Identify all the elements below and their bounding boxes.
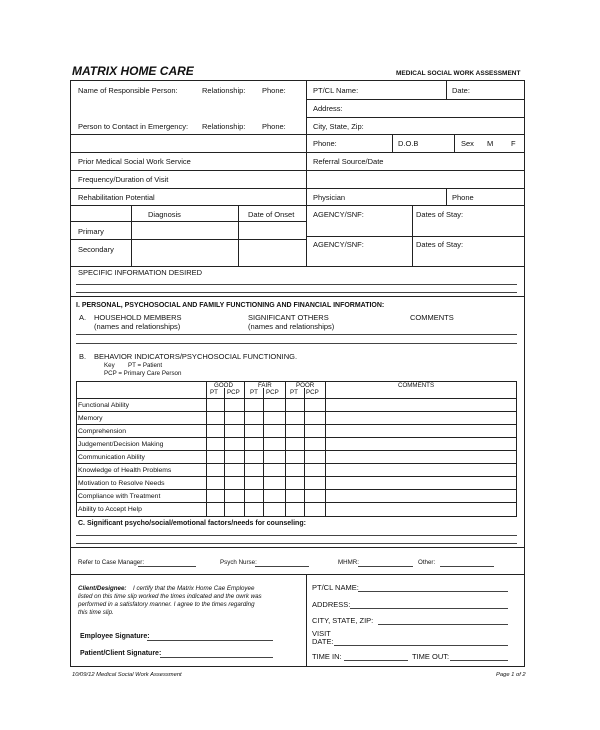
date-onset-header: Date of Onset: [248, 210, 295, 219]
rehab-label: Rehabilitation Potential: [78, 193, 155, 202]
key-label: Key: [104, 362, 115, 369]
responsible-person-label: Name of Responsible Person:: [78, 86, 178, 95]
contact-emergency-label: Person to Contact in Emergency:: [78, 122, 189, 131]
bottom-visit-label: VISIT: [312, 629, 331, 638]
prior-service-label: Prior Medical Social Work Service: [78, 157, 191, 166]
psych-nurse-line[interactable]: [255, 566, 309, 567]
bottom-time-out-line[interactable]: [450, 660, 508, 661]
section-c-line-1[interactable]: [76, 535, 517, 536]
other-label: Other:: [418, 559, 436, 566]
bottom-time-out-label: TIME OUT:: [412, 652, 450, 661]
bottom-ptcl-name-line[interactable]: [358, 591, 508, 592]
sex-m-option[interactable]: M: [487, 139, 494, 148]
mhmr-label: MHMR:: [338, 559, 359, 566]
dob-label: D.O.B: [398, 139, 419, 148]
cert-text-3: performed in a satisfatory manner. I agree to the times regarding: [78, 601, 255, 608]
physician-label: Physician: [313, 193, 346, 202]
bottom-city-line[interactable]: [378, 624, 508, 625]
a-label: A.: [79, 313, 87, 322]
client-signature-line[interactable]: [160, 657, 273, 658]
date-label: Date:: [452, 86, 470, 95]
phone-label-4: Phone: [452, 193, 474, 202]
good-header: GOOD: [214, 382, 233, 389]
good-pcp: PCP: [227, 389, 240, 396]
phone-label-3: Phone:: [313, 139, 337, 148]
agency-label-1: AGENCY/SNF:: [313, 210, 364, 219]
case-manager-label: Refer to Case Manager:: [78, 559, 145, 566]
phone-label-2: Phone:: [262, 122, 286, 131]
poor-pt: PT: [290, 389, 298, 396]
psych-nurse-label: Psych Nurse:: [220, 559, 257, 566]
poor-pcp: PCP: [306, 389, 319, 396]
diagnosis-header: Diagnosis: [148, 210, 181, 219]
bottom-city-label: CITY, STATE, ZIP:: [312, 616, 374, 625]
comments-label: COMMENTS: [410, 313, 454, 322]
address-label: Address:: [313, 104, 343, 113]
cert-text-1: I certify that the Matrix Home Cae Employee: [133, 585, 255, 592]
client-signature-label: Patient/Client Signature:: [80, 650, 162, 657]
primary-label: Primary: [78, 227, 104, 236]
bottom-date-line[interactable]: [334, 645, 508, 646]
significant-sub: (names and relationships): [248, 322, 335, 331]
fair-pcp: PCP: [266, 389, 279, 396]
household-label: HOUSEHOLD MEMBERS: [94, 313, 182, 322]
dates-stay-label-1: Dates of Stay:: [416, 210, 464, 219]
secondary-label: Secondary: [78, 245, 114, 254]
employee-signature-label: Employee Signature:: [80, 633, 150, 640]
bottom-date-label: DATE:: [312, 637, 334, 646]
row-judgement: Judgement/Decision Making: [78, 441, 164, 448]
household-line-2[interactable]: [76, 343, 517, 344]
bottom-ptcl-name-label: PT/CL NAME:: [312, 583, 359, 592]
section-one-title: I. PERSONAL, PSYCHOSOCIAL AND FAMILY FUNCTIONING AND FINANCIAL INFORMATION:: [76, 302, 385, 309]
row-compliance: Compliance with Treatment: [78, 493, 161, 500]
row-accept-help: Ability to Accept Help: [78, 506, 142, 513]
specific-info-line-2[interactable]: [76, 292, 517, 293]
row-motivation: Motivation to Resolve Needs: [78, 480, 165, 487]
fair-header: FAIR: [258, 382, 272, 389]
section-c-title: C. Significant psycho/social/emotional factors/needs for counseling:: [78, 520, 306, 527]
mhmr-line[interactable]: [358, 566, 413, 567]
key-pcp: PCP = Primary Care Person: [104, 370, 182, 377]
form-title: MATRIX HOME CARE: [72, 64, 194, 78]
case-manager-line[interactable]: [138, 566, 196, 567]
cert-client-designee: Client/Designee:: [78, 585, 127, 592]
city-state-zip-label: City, State, Zip:: [313, 122, 364, 131]
footer-right: Page 1 of 2: [496, 672, 526, 678]
bottom-time-in-line[interactable]: [344, 660, 408, 661]
good-pt: PT: [210, 389, 218, 396]
row-comprehension: Comprehension: [78, 428, 126, 435]
bottom-address-label: ADDRESS:: [312, 600, 351, 609]
agency-label-2: AGENCY/SNF:: [313, 240, 364, 249]
frequency-label: Frequency/Duration of Visit: [78, 175, 169, 184]
other-line[interactable]: [440, 566, 494, 567]
behavior-label: BEHAVIOR INDICATORS/PSYCHOSOCIAL FUNCTIONING.: [94, 352, 298, 361]
sex-f-option[interactable]: F: [511, 139, 516, 148]
row-communication: Communication Ability: [78, 454, 145, 461]
form-subtitle: MEDICAL SOCIAL WORK ASSESSMENT: [396, 70, 521, 77]
b-label: B.: [79, 352, 87, 361]
row-memory: Memory: [78, 415, 103, 422]
significant-label: SIGNIFICANT OTHERS: [248, 313, 329, 322]
specific-info-line-1[interactable]: [76, 284, 517, 285]
row-functional-ability: Functional Ability: [78, 402, 130, 409]
key-pt: PT = Patient: [128, 362, 163, 369]
section-c-line-2[interactable]: [76, 543, 517, 544]
bottom-address-line[interactable]: [350, 608, 508, 609]
poor-header: POOR: [296, 382, 315, 389]
ptcl-name-label: PT/CL Name:: [313, 86, 359, 95]
footer-left: 10/09/12 Medical Social Work Assessment: [72, 672, 182, 678]
employee-signature-line[interactable]: [147, 640, 273, 641]
fair-pt: PT: [250, 389, 258, 396]
bottom-time-in-label: TIME IN:: [312, 652, 342, 661]
cert-text-2: listed on this time slip worked the times indicated and the owrk was: [78, 593, 262, 600]
specific-info-label: SPECIFIC INFORMATION DESIRED: [78, 268, 203, 277]
household-line-1[interactable]: [76, 334, 517, 335]
dates-stay-label-2: Dates of Stay:: [416, 240, 464, 249]
sex-label: Sex: [461, 139, 474, 148]
phone-label-1: Phone:: [262, 86, 286, 95]
row-knowledge: Knowledge of Health Problems: [78, 467, 172, 474]
cert-text-4: this time slip.: [78, 609, 114, 616]
relationship-label-2: Relationship:: [202, 122, 246, 131]
comments-header: COMMENTS: [398, 382, 435, 389]
household-sub: (names and relationships): [94, 322, 181, 331]
referral-label: Referral Source/Date: [313, 157, 384, 166]
relationship-label-1: Relationship:: [202, 86, 246, 95]
